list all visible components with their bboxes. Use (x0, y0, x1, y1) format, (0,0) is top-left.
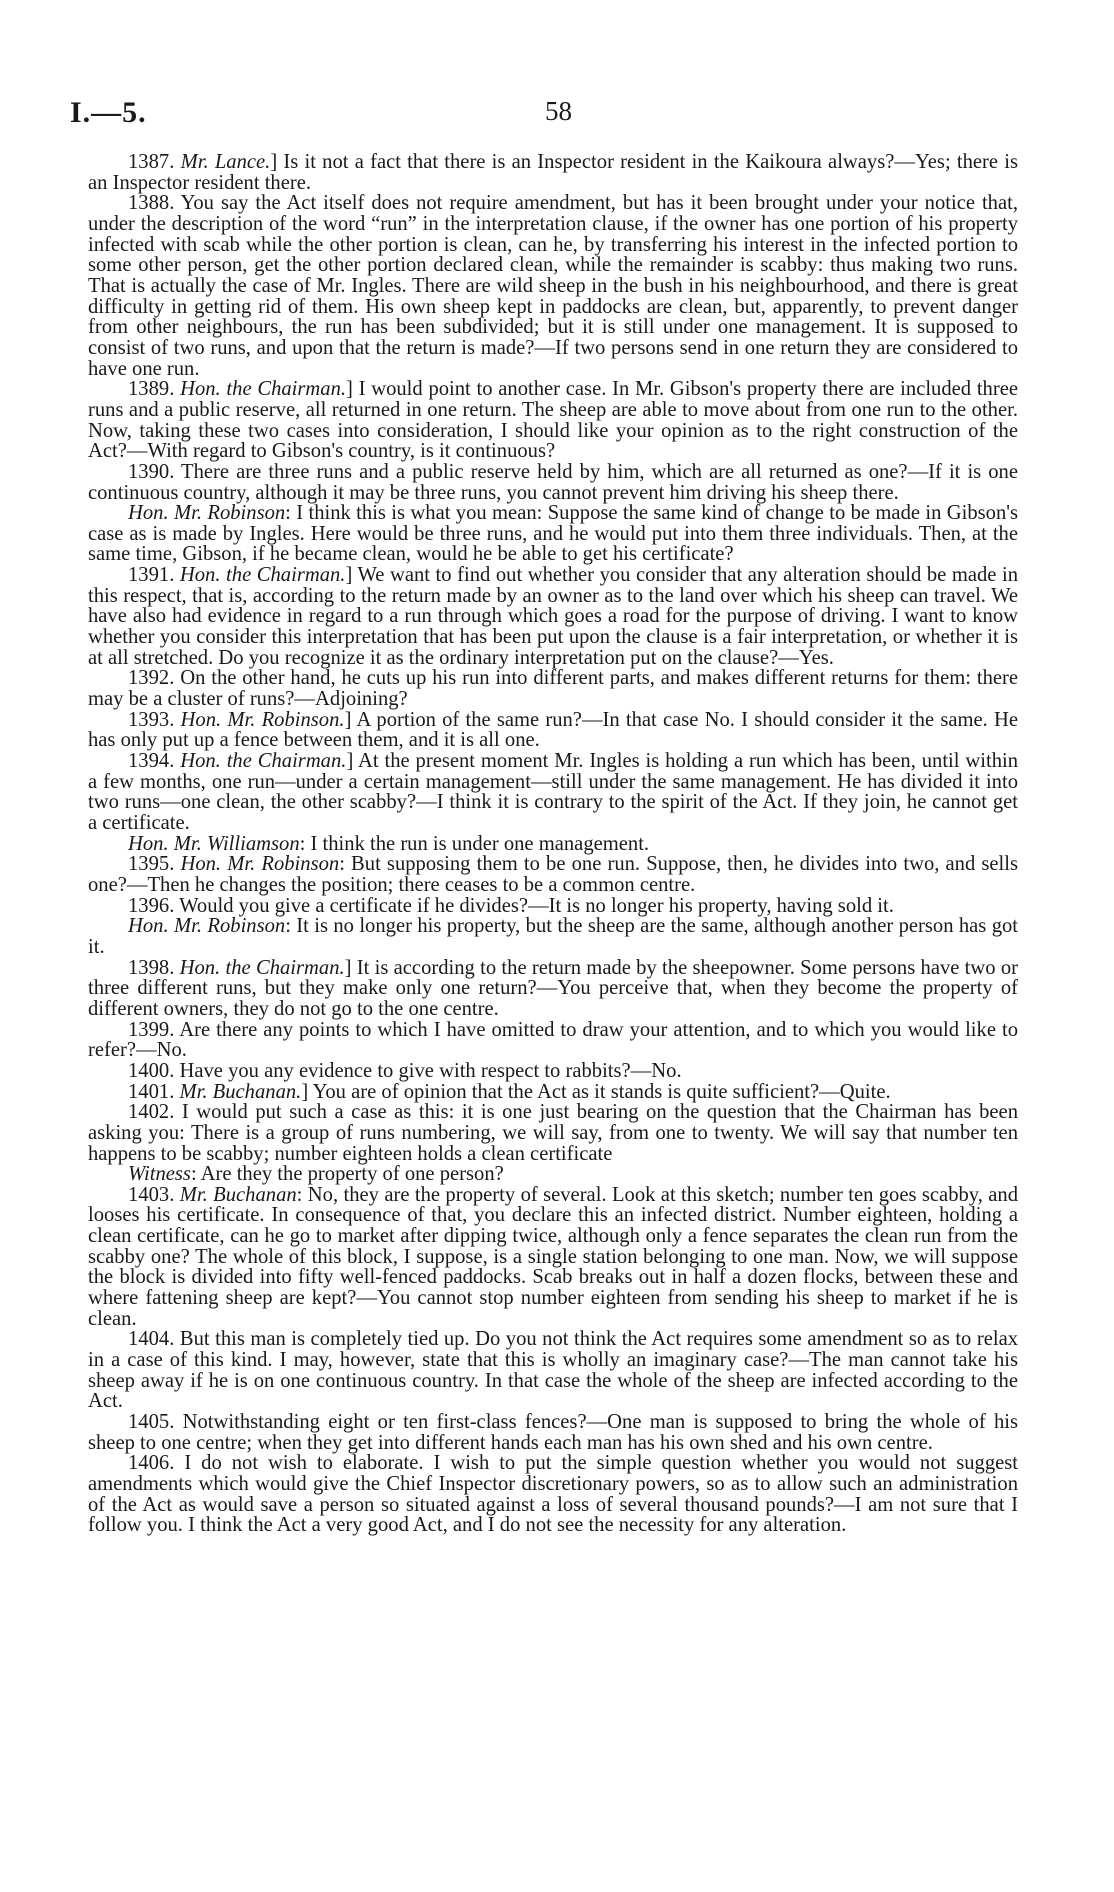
paragraph-text: You are of opinion that the Act as it stands is quite sufficient?—Quite. (308, 1080, 891, 1103)
transcript-paragraph (88, 751, 1018, 834)
question-number: 1391. (128, 564, 180, 587)
transcript-paragraph (88, 152, 1018, 193)
paragraph-text: There are three runs and a public reserve held by him, which are all returned as one?—If it is one continuous country, although it may be three runs, you cannot prevent him driving his sheep there. (88, 460, 1018, 504)
speaker-punctuation: ] (345, 564, 353, 587)
question-number: 1398. (128, 956, 180, 979)
speaker-name: Hon. Mr. Robinson (128, 915, 286, 938)
transcript-paragraph (88, 1020, 1018, 1061)
paragraph-text: Is it not a fact that there is an Inspector resident in the Kaikoura always?—Yes; there is an Inspector resident there. (88, 151, 1019, 194)
speaker-punctuation: ] (344, 956, 352, 979)
question-number: 1390. (128, 460, 182, 483)
question-number: 1406. (128, 1452, 185, 1475)
transcript-paragraph (88, 1453, 1018, 1536)
transcript-paragraph (88, 1061, 1018, 1082)
question-number: 1399. (128, 1018, 180, 1041)
transcript-paragraph (88, 1164, 1018, 1185)
transcript-paragraph (88, 896, 1018, 917)
paragraph-text: Are they the property of one person? (196, 1163, 504, 1186)
paragraph-text: I think this is what you mean: Suppose the same kind of change to be made in Gibson's case as is made by Ingles. Here would be three runs, and he would put into them three individuals. Then, at the same time, Gibson, if he became clean, would he be able to get his certificate? (88, 502, 1018, 566)
question-number: 1396. (128, 894, 180, 917)
transcript-paragraph (88, 565, 1018, 668)
speaker-punctuation: : (285, 915, 291, 938)
question-number: 1392. (128, 667, 181, 690)
paragraph-text: A portion of the same run?—In that case No. I should consider it the same. He has only put up a fence between them, and it is all one. (88, 708, 1018, 752)
transcript-paragraph (88, 854, 1018, 895)
speaker-name: Hon. the Chairman. (179, 956, 345, 979)
transcript-paragraph (88, 834, 1018, 855)
question-number: 1389. (128, 378, 181, 401)
transcript-paragraph (88, 668, 1018, 709)
speaker-name: Mr. Lance. (180, 151, 271, 173)
paragraph-text: No, they are the property of several. Look at this sketch; number ten goes scabby, and looses his certificate. In consequence of that, you declare this an infected district. Number eighteen, holding a clean certificate, can he go to market after dipping twice, although only a fence separates the clean run from the scabby one? The whole of this block, I suppose, is a single station belonging to one man. Now, we will suppose the block is divided into fifty well-fenced paddocks. Scab breaks out in half a dozen flocks, between these and where fattening sheep are kept?—You cannot stop number eighteen from sending his sheep to market if he is clean. (88, 1183, 1019, 1330)
question-number: 1395. (128, 853, 181, 876)
speaker-punctuation: : (296, 1183, 303, 1206)
question-number: 1405. (128, 1411, 183, 1434)
transcript-paragraph (88, 462, 1018, 503)
paragraph-text: I think the run is under one management. (305, 832, 650, 855)
paragraph-text: I would point to another case. In Mr. Gibson's property there are included three runs and a public reserve, all returned in one return. The sheep are able to move about from one run to the other. Now, taking these two cases into consideration, I should like your opinion as to the right construction of the Act?—With regard to Gibson's country, is it continuous? (88, 378, 1018, 463)
question-number: 1402. (128, 1101, 182, 1124)
transcript-paragraph (88, 958, 1018, 1020)
speaker-punctuation: ] (301, 1080, 309, 1103)
transcript-paragraph (88, 1329, 1018, 1412)
transcript-paragraph (88, 379, 1018, 462)
speaker-name: Hon. Mr. Williamson (128, 832, 300, 855)
speaker-punctuation: : (339, 853, 345, 876)
page-number: 58 (545, 96, 572, 126)
paragraph-text: On the other hand, he cuts up his run into different parts, and makes different returns for them: there may be a cluster of runs?—Adjoining? (88, 667, 1018, 711)
speaker-punctuation: ] (270, 151, 278, 173)
paragraph-text: It is according to the return made by the sheepowner. Some persons have two or three different runs, but they make only one return?—You perceive that, when they become the property of different owners, they do not go to the one centre. (88, 956, 1019, 1020)
transcript-paragraph (88, 916, 1018, 957)
speaker-name: Mr. Buchanan. (179, 1080, 302, 1103)
question-number: 1400. (128, 1059, 180, 1082)
paragraph-text: At the present moment Mr. Ingles is holding a run which has been, until within a few months, one run—under a certain management—still under the same management. He has divided it into two runs—one clean, the other scabby?—I think it is contrary to the spirit of the Act. If they join, he cannot get a certificate. (88, 750, 1019, 834)
page-reference: I.—5. (70, 96, 147, 129)
transcript-paragraph (88, 1102, 1018, 1164)
transcript-paragraph (88, 1412, 1018, 1453)
speaker-name: Hon. Mr. Robinson (180, 853, 340, 876)
speaker-name: Hon. Mr. Robinson. (180, 708, 345, 731)
speaker-punctuation: ] (346, 750, 354, 773)
question-number: 1404. (128, 1328, 180, 1351)
question-number: 1403. (128, 1183, 180, 1206)
question-number: 1387. (128, 151, 181, 173)
speaker-punctuation: : (190, 1163, 197, 1186)
question-number: 1401. (128, 1080, 180, 1103)
speaker-name: Hon. the Chairman. (180, 378, 347, 401)
transcript-paragraph (88, 503, 1018, 565)
transcript-paragraph (88, 710, 1018, 751)
question-number: 1388. (128, 192, 181, 215)
transcript-paragraph (88, 193, 1018, 379)
paragraph-text: I would put such a case as this: it is one just bearing on the question that the Chairman has been asking you: There is a group of runs numbering, we will say, from one to twenty. We will say that number ten happens to be scabby; number eighteen holds a clean certificate (88, 1101, 1018, 1165)
paragraph-text: Are there any points to which I have omitted to draw your attention, and to which you would like to refer?—No. (88, 1018, 1018, 1062)
speaker-name: Mr. Buchanan (179, 1183, 297, 1206)
paragraph-text: But supposing them to be one run. Suppose, then, he divides into two, and sells one?—Then he changes the position; there ceases to be a common centre. (88, 853, 1018, 896)
question-number: 1393. (128, 708, 181, 731)
paragraph-text: Would you give a certificate if he divides?—It is no longer his property, having sold it. (179, 894, 894, 917)
speaker-name: Hon. Mr. Robinson (128, 502, 286, 525)
paragraph-text: It is no longer his property, but the sheep are the same, although another person has got it. (88, 915, 1019, 958)
speaker-punctuation: : (299, 832, 306, 855)
transcript-paragraph (88, 1082, 1018, 1103)
speaker-punctuation: : (285, 502, 291, 525)
question-number: 1394. (128, 750, 181, 773)
paragraph-text: You say the Act itself does not require amendment, but has it been brought under your notice that, under the description of the word “run” in the interpretation clause, if the owner has one portion of his property infected with scab while the other portion is clean, can he, by transferring his interest in the infected portion to some other person, get the other portion declared clean, while the remainder is scabby: thus making two runs. That is actually the case of Mr. Ingles. There are wild sheep in the bush in his neighbourhood, and there is great difficulty in getting rid of them. His own sheep kept in paddocks are clean, but, apparently, to prevent danger from other neighbours, the run has been subdivided; but it is still under one management. It is supposed to consist of two runs, and upon that the return is made?—If two persons send in one return they are considered to have one run. (88, 192, 1018, 380)
speaker-name: Hon. the Chairman. (180, 750, 347, 773)
paragraph-text: We want to find out whether you consider that any alteration should be made in this respect, that is, according to the return made by an owner as to the land over which his sheep can travel. We have also had evidence in regard to a run through which goes a road for the purpose of driving. I want to know whether you consider this interpretation that has been put upon the clause is a fair interpretation, or whether it is at all stretched. Do you recognize it as the ordinary interpretation put on the clause?—Yes. (88, 564, 1019, 669)
paragraph-text: Notwithstanding eight or ten first-class fences?—One man is supposed to bring the whole of his sheep to one centre; when they get into different hands each man has his own shed and his own centre. (88, 1411, 1019, 1454)
evidence-transcript (88, 152, 1018, 1536)
paragraph-text: Have you any evidence to give with respect to rabbits?—No. (179, 1059, 682, 1082)
page-header (70, 96, 1018, 136)
paragraph-text: But this man is completely tied up. Do you not think the Act requires some amendment so as to relax in a case of this kind. I may, however, state that this is wholly an imaginary case?—The man cannot take his sheep away if he is on one continuous country. In that case the whole of the sheep are infected according to the Act. (88, 1328, 1019, 1413)
speaker-punctuation: ] (344, 708, 352, 731)
speaker-punctuation: ] (346, 378, 353, 401)
speaker-name: Hon. the Chairman. (179, 564, 346, 587)
paragraph-text: I do not wish to elaborate. I wish to put the simple question whether you would not suggest amendments which would give the Chief Inspector discretionary powers, so as to allow such an administration of the Act as would save a person so situated against a loss of several thousand pounds?—I am not sure that I follow you. I think the Act a very good Act, and I do not see the necessity for any alteration. (88, 1452, 1019, 1537)
speaker-name: Witness (128, 1163, 191, 1186)
transcript-paragraph (88, 1185, 1018, 1330)
